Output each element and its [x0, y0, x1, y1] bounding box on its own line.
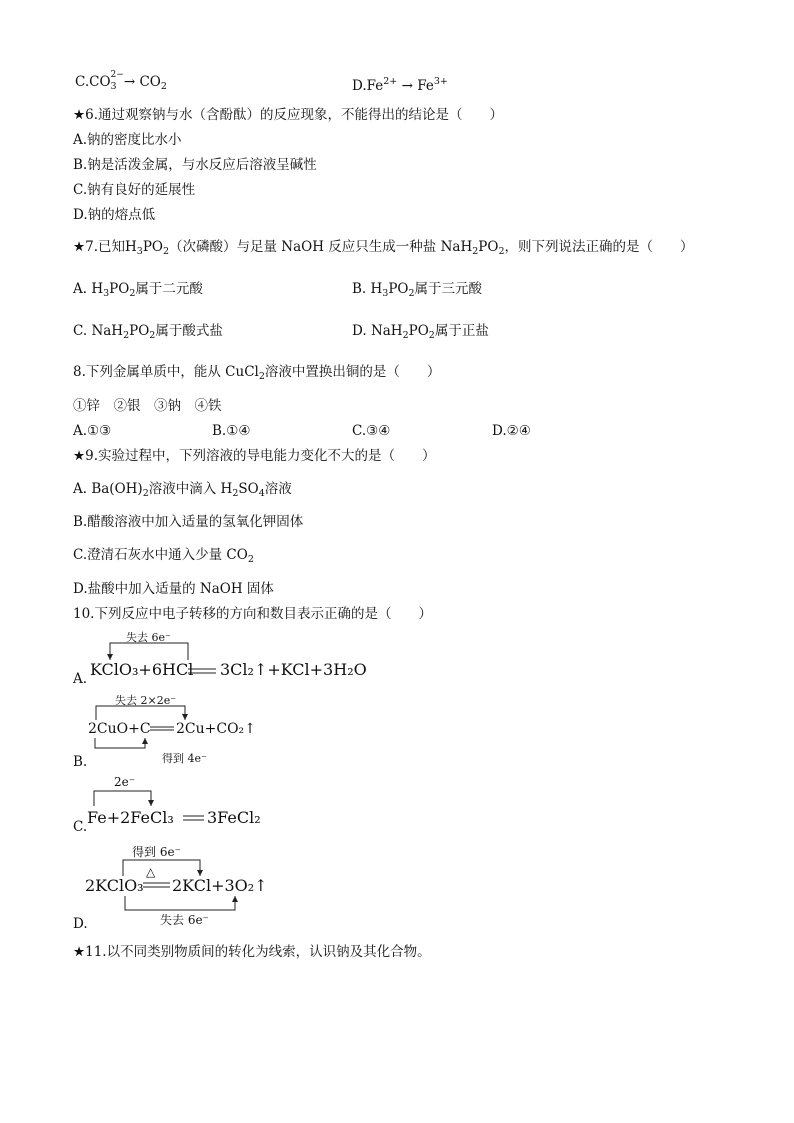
- q6-option-c: C.钠有良好的延展性: [73, 182, 196, 198]
- rxn-d-top-bracket: [123, 860, 200, 876]
- q11-stem: ★11.以不同类别物质间的转化为线索，认识钠及其化合物。: [73, 944, 431, 960]
- q10-rxn-a-rhs: 3Cl₂↑+KCl+3H₂O: [220, 660, 367, 679]
- rxn-b-top-bracket: [96, 706, 185, 720]
- q5-option-c: C.CO 2− $3 \to CO_2$: [75, 70, 167, 92]
- q10-rxn-b-rhs: 2Cu+CO₂↑: [176, 721, 256, 737]
- q9-option-c: C.澄清石灰水中通入少量 $CO_2$: [73, 547, 254, 565]
- q7-option-c: C. $NaH_2PO_2$属于酸式盐: [73, 323, 223, 341]
- q8-option-d: D.②④: [492, 423, 531, 439]
- q10-rxn-d-lhs: 2KClO₃: [85, 876, 144, 895]
- q9-option-d: D.盐酸中加入适量的 NaOH 固体: [73, 581, 274, 597]
- q8-option-a: A.①③: [73, 423, 112, 439]
- rxn-d-bottom-arrowhead: [232, 896, 238, 902]
- q10-rxn-b-lhs: 2CuO+C: [88, 721, 151, 737]
- q10-stem: 10.下列反应中电子转移的方向和数目表示正确的是（ ）: [73, 606, 432, 622]
- q7-option-d: D. $NaH_2PO_2$属于正盐: [352, 323, 489, 341]
- q10-rxn-c-top: 2e⁻: [114, 775, 136, 789]
- q6-option-b: B.钠是活泼金属，与水反应后溶液呈碱性: [73, 157, 317, 173]
- rxn-b-bottom-bracket: [95, 738, 145, 748]
- rxn-b-bottom-arrowhead: [142, 738, 148, 744]
- q10-option-d-label: D.: [73, 916, 88, 932]
- rxn-d-bottom-bracket: [125, 896, 235, 910]
- q10-rxn-b-bottom: 得到 4e⁻: [162, 752, 207, 765]
- q10-option-a-label: A.: [73, 671, 88, 687]
- q10-rxn-d-rhs: 2KCl+3O₂↑: [172, 876, 268, 895]
- rxn-c-arrowhead: [148, 800, 154, 806]
- q10-rxn-c-rhs: 3FeCl₂: [207, 808, 261, 827]
- rxn-a-arrowhead: [107, 654, 113, 660]
- q10-rxn-d-top: 得到 6e⁻: [132, 845, 181, 859]
- rxn-b-top-arrowhead: [182, 714, 188, 720]
- q10-rxn-b-top: 失去 2×2e⁻: [115, 694, 177, 707]
- q7-option-a: A. $H_3PO_2$属于二元酸: [73, 281, 203, 299]
- q8-choices: ①锌 ②银 ③钠 ④铁: [73, 398, 222, 414]
- q9-stem: ★9.实验过程中，下列溶液的导电能力变化不大的是（ ）: [73, 448, 436, 464]
- rxn-a-bracket: [110, 643, 188, 660]
- rxn-d-top-arrowhead: [197, 870, 203, 876]
- q6-stem: ★6.通过观察钠与水（含酚酞）的反应现象，不能得出的结论是（ ）: [73, 107, 503, 123]
- q10-rxn-a-top: 失去 6e⁻: [126, 631, 171, 644]
- q10-rxn-c-lhs: Fe+2FeCl₃: [87, 808, 174, 827]
- q7-option-b: B. $H_3PO_2$属于三元酸: [352, 281, 483, 299]
- q6-option-d: D.钠的熔点低: [73, 207, 156, 223]
- rxn-c-bracket: [94, 791, 151, 806]
- q8-option-c: C.③④: [352, 423, 391, 439]
- q10-rxn-d-cond: △: [146, 865, 156, 879]
- q7-stem: ★7.已知$H_3PO_2$（次磷酸）与足量 NaOH 反应只生成一种盐 $NaH_2PO_2$，则下列说法正确的是（ ）: [73, 239, 694, 257]
- q8-stem: 8.下列金属单质中，能从 CuCl$_2$溶液中置换出铜的是（ ）: [73, 364, 441, 382]
- q9-option-b: B.醋酸溶液中加入适量的氢氧化钾固体: [73, 514, 304, 530]
- q10-option-b-label: B.: [73, 754, 88, 770]
- q10-rxn-a-lhs: KClO₃+6HCl: [90, 660, 194, 679]
- q5-option-d: $D.Fe^{2+} \to Fe^{3+}$: [352, 76, 448, 94]
- q10-rxn-d-bottom: 失去 6e⁻: [160, 913, 209, 927]
- q6-option-a: A.钠的密度比水小: [73, 132, 182, 148]
- q10-option-c-label: C.: [73, 819, 88, 835]
- q9-option-a: A. $Ba(OH)_2$溶液中滴入 $H_2SO_4$溶液: [73, 481, 292, 499]
- q8-option-b: B.①④: [212, 423, 251, 439]
